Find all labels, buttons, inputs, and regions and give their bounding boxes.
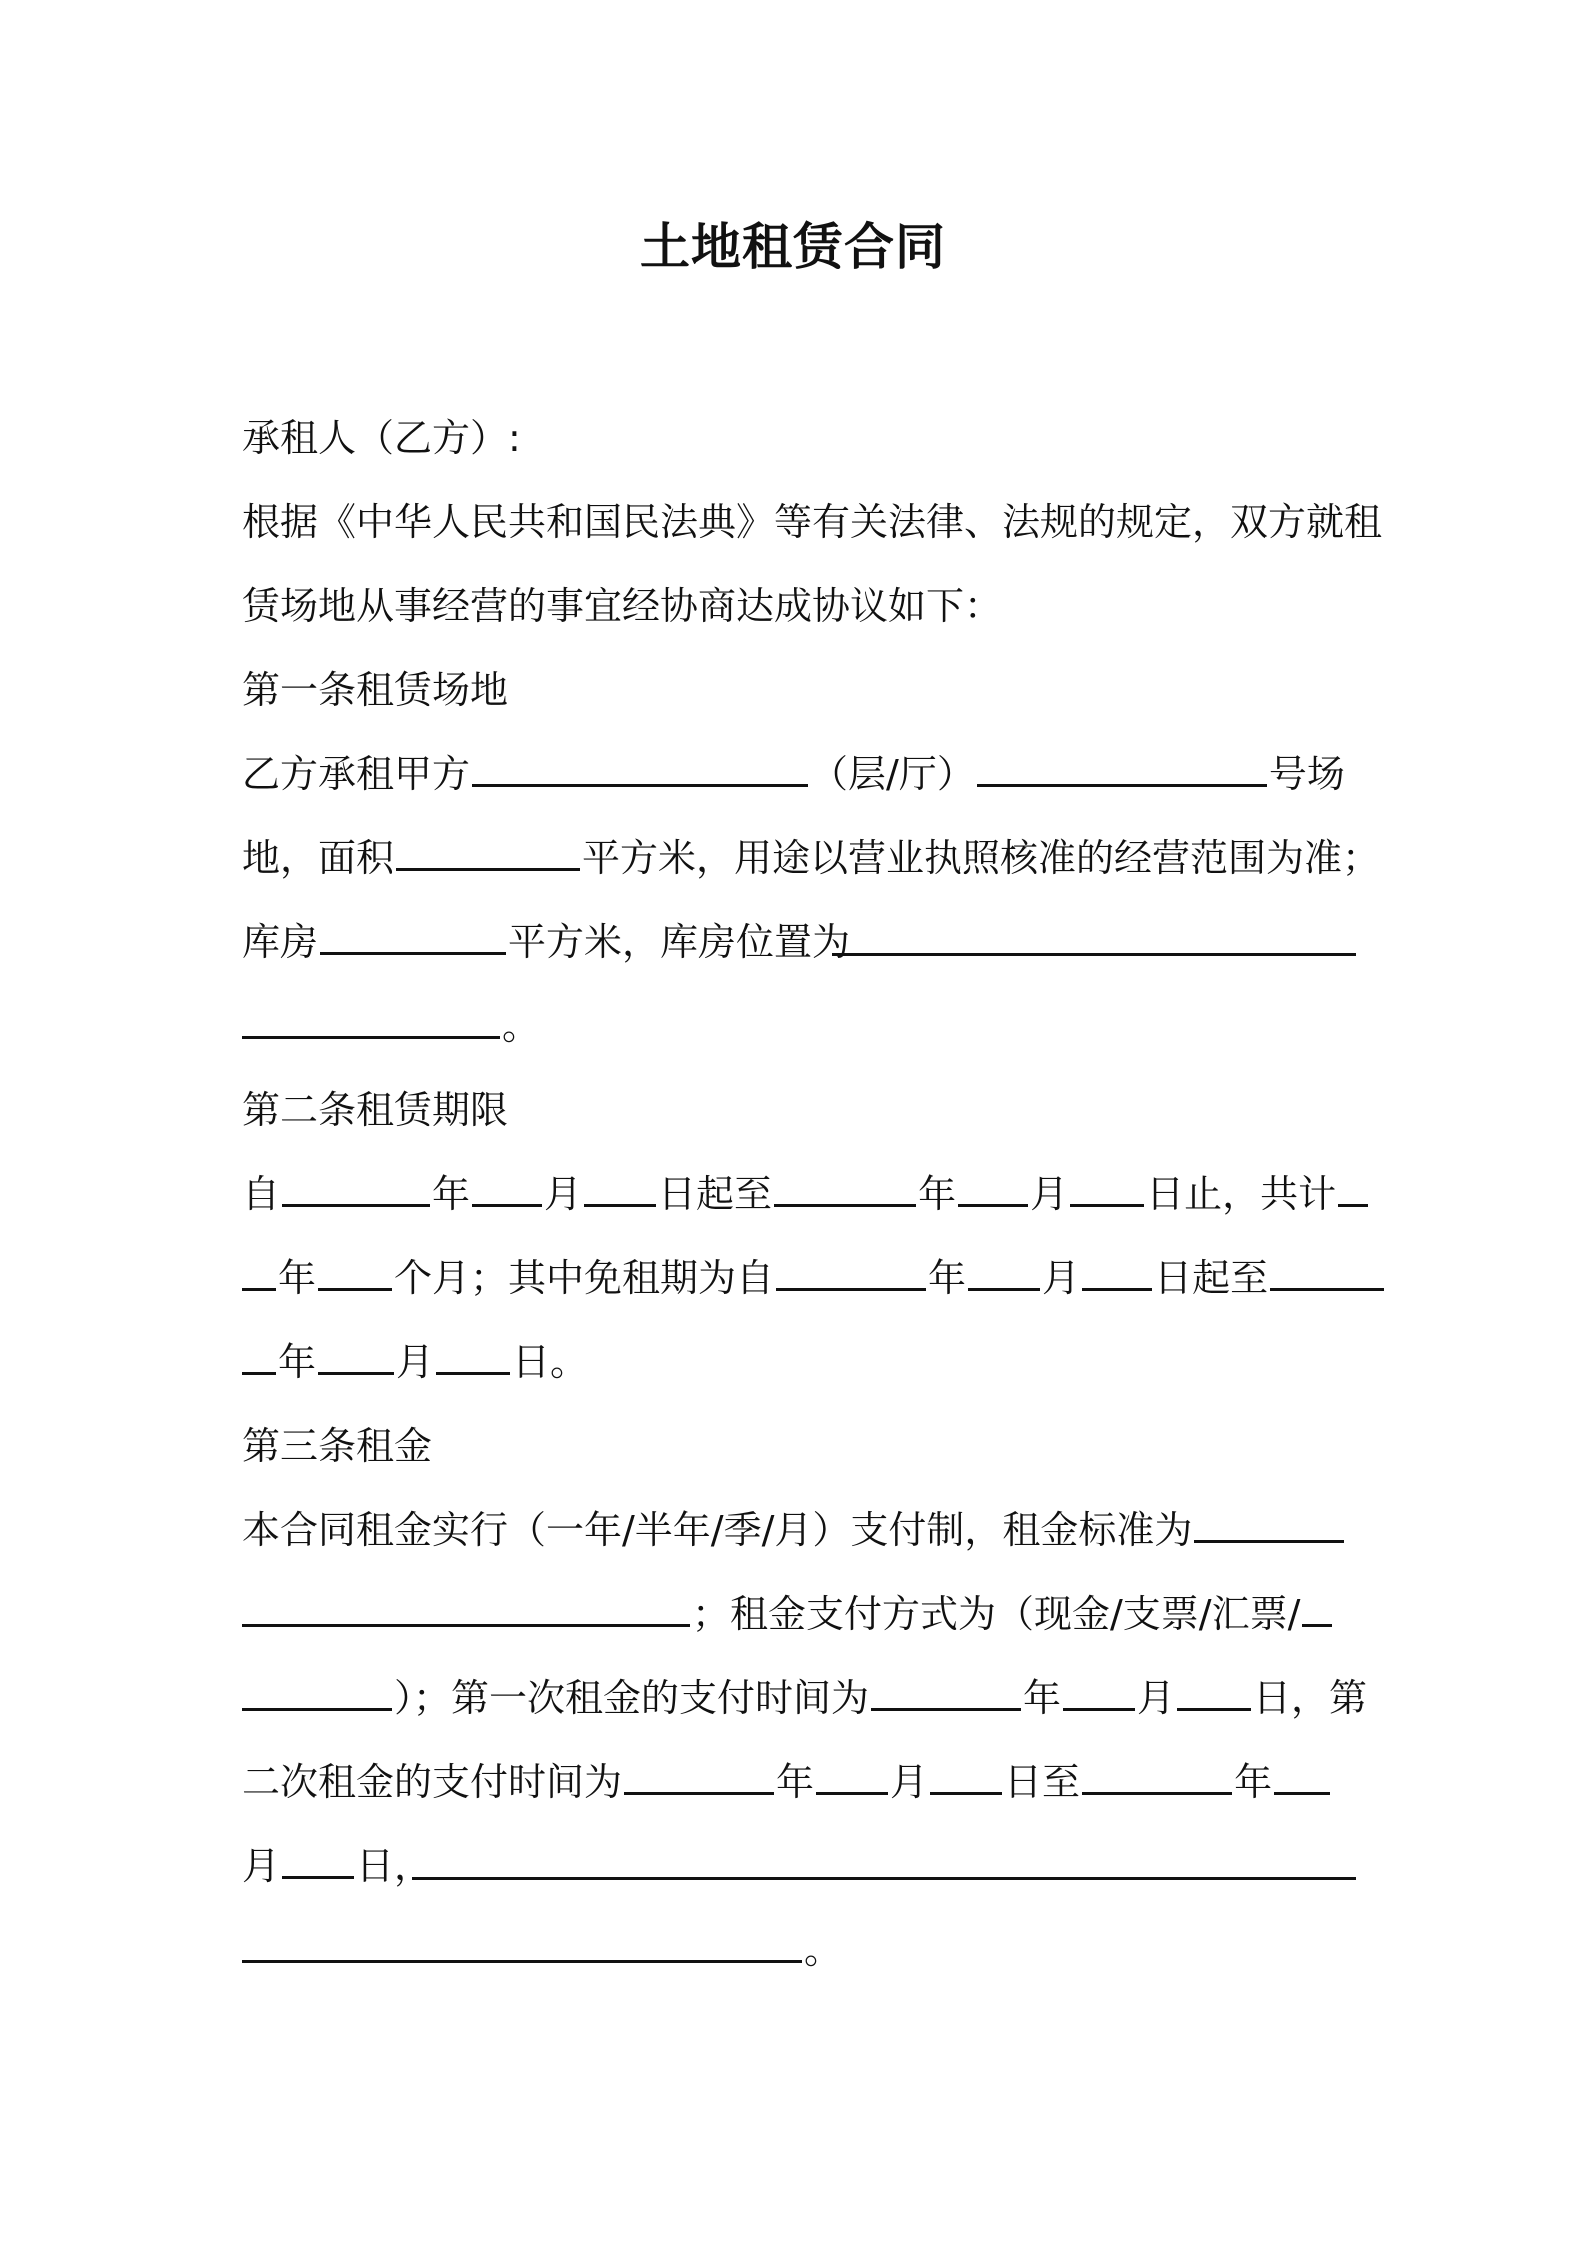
article-2-line-2 [242, 1248, 1386, 1308]
blank-field[interactable] [242, 1336, 276, 1375]
blank-field[interactable] [1063, 1672, 1135, 1711]
article-3-line-2 [242, 1584, 1334, 1644]
blank-field[interactable] [436, 1336, 510, 1375]
text: 月 [1030, 1172, 1069, 1216]
text: 月 [1137, 1676, 1176, 1720]
text: （层/厅） [810, 752, 975, 796]
text: 根据《中华人民共和国民法典》等有关法律、法规的规定，双方就租 [242, 500, 1383, 544]
text: 月 [544, 1172, 583, 1216]
text: 年 [1234, 1760, 1273, 1804]
text: 月 [890, 1760, 929, 1804]
article-2-line-1 [242, 1164, 1370, 1224]
blank-field[interactable] [320, 916, 506, 955]
text: 。 [804, 1928, 843, 1972]
article-3-line-1 [242, 1500, 1346, 1560]
blank-field[interactable] [1302, 1588, 1332, 1627]
blank-field[interactable] [1274, 1756, 1330, 1795]
blank-field[interactable] [1070, 1168, 1144, 1207]
text: 日。 [512, 1340, 589, 1384]
blank-field[interactable] [1082, 1252, 1152, 1291]
preamble-line-1 [242, 492, 1382, 552]
text: 第二条租赁期限 [242, 1088, 509, 1132]
blank-field[interactable] [318, 1336, 394, 1375]
blank-field[interactable] [1194, 1504, 1344, 1543]
text: 月 [242, 1844, 281, 1888]
article-3-heading [242, 1416, 432, 1476]
blank-field[interactable] [242, 1924, 802, 1963]
text: 平方米，用途以营业执照核准的经营范围为准； [582, 836, 1381, 880]
blank-field[interactable] [1338, 1168, 1368, 1207]
article-3-line-5 [242, 1836, 432, 1896]
blank-field[interactable] [242, 1252, 276, 1291]
blank-field[interactable] [977, 748, 1267, 787]
blank-field[interactable] [871, 1672, 1021, 1711]
text: 二次租金的支付时间为 [242, 1760, 623, 1804]
text: 年 [1023, 1676, 1062, 1720]
text: 第一条租赁场地 [242, 668, 509, 712]
blank-field[interactable] [472, 748, 808, 787]
text: 第三条租金 [242, 1424, 433, 1468]
blank-field[interactable] [412, 1877, 1356, 1880]
article-2-line-3 [242, 1332, 588, 1392]
blank-field[interactable] [282, 1168, 430, 1207]
text: 地，面积 [242, 836, 395, 880]
blank-field[interactable] [1082, 1756, 1232, 1795]
article-1-line-1 [242, 744, 1345, 804]
blank-field[interactable] [1177, 1672, 1251, 1711]
text: 库房 [242, 920, 319, 964]
text: 个月；其中免租期为自 [394, 1256, 775, 1300]
text: 日，第 [1253, 1676, 1368, 1720]
text: 年 [278, 1256, 317, 1300]
article-2-heading [242, 1080, 508, 1140]
blank-field[interactable] [624, 1756, 774, 1795]
blank-field[interactable] [282, 1840, 354, 1879]
text: 日起至 [658, 1172, 773, 1216]
text: 年 [278, 1340, 317, 1384]
text: 日起至 [1154, 1256, 1269, 1300]
text: 赁场地从事经营的事宜经协商达成协议如下： [242, 584, 1003, 628]
blank-field[interactable] [242, 1672, 392, 1711]
blank-field[interactable] [242, 1000, 500, 1039]
text: 号场 [1268, 752, 1345, 796]
blank-field[interactable] [816, 1756, 888, 1795]
text: 承租人（乙方）: [242, 416, 521, 460]
text: 月 [1042, 1256, 1081, 1300]
article-1-line-4 [242, 996, 540, 1056]
text: 日至 [1004, 1760, 1081, 1804]
text: 月 [396, 1340, 435, 1384]
article-1-heading [242, 660, 508, 720]
document-title: 土地租赁合同 [640, 218, 946, 276]
blank-field[interactable] [472, 1168, 542, 1207]
blank-field[interactable] [832, 953, 1356, 956]
article-3-line-4 [242, 1752, 1332, 1812]
text: ）；第一次租金的支付时间为 [394, 1676, 870, 1720]
text: 年 [776, 1760, 815, 1804]
blank-field[interactable] [968, 1252, 1040, 1291]
text: 自 [242, 1172, 281, 1216]
text: 平方米，库房位置为 [508, 920, 851, 964]
blank-field[interactable] [930, 1756, 1002, 1795]
blank-field[interactable] [242, 1588, 690, 1627]
article-1-line-2 [242, 828, 1380, 888]
blank-field[interactable] [318, 1252, 392, 1291]
text: 日， [356, 1844, 433, 1888]
blank-field[interactable] [776, 1252, 926, 1291]
text: 年 [918, 1172, 957, 1216]
text: 本合同租金实行（一年/半年/季/月）支付制，租金标准为 [242, 1508, 1193, 1552]
article-1-line-3 [242, 912, 850, 972]
blank-field[interactable] [958, 1168, 1028, 1207]
text: 。 [502, 1004, 541, 1048]
blank-field[interactable] [396, 832, 580, 871]
text: 年 [928, 1256, 967, 1300]
text: 年 [432, 1172, 471, 1216]
blank-field[interactable] [1270, 1252, 1384, 1291]
article-3-line-6 [242, 1920, 842, 1980]
blank-field[interactable] [774, 1168, 916, 1207]
blank-field[interactable] [584, 1168, 656, 1207]
text: ；租金支付方式为（现金/支票/汇票/ [692, 1592, 1301, 1636]
preamble-line-2 [242, 576, 1002, 636]
lessee-line [242, 408, 521, 468]
text: 乙方承租甲方 [242, 752, 471, 796]
text: 日止，共计 [1146, 1172, 1337, 1216]
article-3-line-3 [242, 1668, 1367, 1728]
